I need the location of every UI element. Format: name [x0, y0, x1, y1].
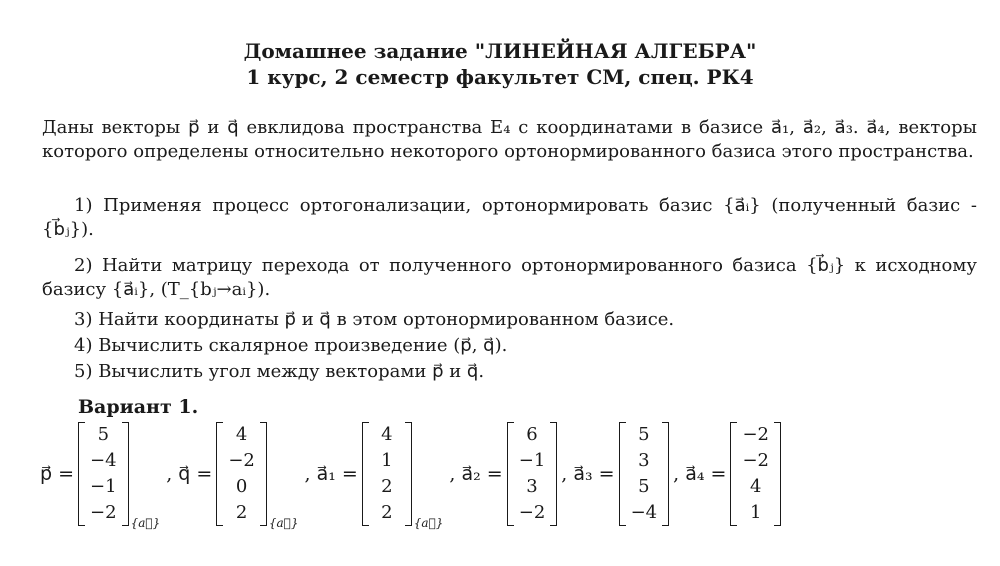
vector-q-matrix — [216, 422, 267, 526]
matrix-cell: −2 — [90, 502, 117, 523]
basis-subscript: {a⃗} — [413, 516, 444, 530]
vector-matrices — [40, 418, 980, 530]
task-5: 5) Вычислить угол между векторами p⃗ и q⃗. — [74, 361, 485, 382]
matrix-cell: −4 — [630, 502, 658, 523]
task-1: 1) Применяя процесс ортогонализации, ортонормировать базис {a⃗ᵢ} (полученный базис - {b⃗ⱼ}). — [42, 195, 977, 240]
matrix-cell: 1 — [749, 502, 762, 523]
basis-subscript: {a⃗} — [130, 516, 161, 530]
matrix-cell: 3 — [638, 450, 650, 471]
matrix-cell: 3 — [526, 476, 538, 497]
vector-q-label: , q⃗ = — [166, 463, 213, 485]
intro-paragraph: Даны векторы p⃗ и q⃗ евклидова пространства E₄ с координатами в базисе a⃗₁, a⃗₂, a⃗₃. a⃗₄, векторы которого определены относительно некоторого ортонормированного базиса этого пространства. — [42, 117, 977, 162]
vector-a3-matrix — [619, 422, 670, 526]
matrix-cell: 5 — [638, 476, 650, 497]
vector-a1-label: , a⃗₁ = — [304, 463, 358, 485]
variant-heading: Вариант 1. — [78, 396, 199, 418]
vector-p-matrix — [78, 422, 129, 526]
vector-a1-matrix — [362, 422, 412, 526]
matrix-cell: 4 — [235, 424, 248, 445]
basis-subscript: {a⃗} — [268, 516, 299, 530]
vector-p-label: p⃗ = — [40, 463, 75, 485]
matrix-cell: 1 — [381, 450, 393, 471]
vector-a2-matrix — [507, 422, 558, 526]
task-2: 2) Найти матрицу перехода от полученного ортонормированного базиса {b⃗ⱼ} к исходному базису {a⃗ᵢ}, (T_{bⱼ→aᵢ}). — [42, 255, 977, 300]
matrix-cell: 5 — [638, 424, 650, 445]
matrix-cell: −2 — [228, 450, 255, 471]
document-subtitle: 1 курс, 2 семестр факультет СМ, спец. РК4 — [246, 65, 754, 89]
task-3: 3) Найти координаты p⃗ и q⃗ в этом ортонормированном базисе. — [74, 309, 675, 330]
matrix-cell: 2 — [381, 502, 393, 523]
task-4: 4) Вычислить скалярное произведение (p⃗, q⃗). — [74, 335, 508, 356]
vector-a4-matrix — [730, 422, 781, 526]
matrix-cell: 4 — [381, 424, 393, 445]
matrix-cell: 6 — [526, 424, 538, 445]
vector-a2-label: , a⃗₂ = — [449, 463, 503, 485]
matrix-cell: 2 — [381, 476, 393, 497]
matrix-cell: −2 — [742, 450, 769, 471]
matrix-cell: 5 — [97, 424, 110, 445]
matrix-cell: 0 — [235, 476, 248, 497]
matrix-cell: −4 — [90, 450, 117, 471]
matrix-cell: −2 — [518, 502, 546, 523]
matrix-cell: −2 — [742, 424, 769, 445]
matrix-cell: −1 — [90, 476, 117, 497]
matrix-cell: 4 — [749, 476, 762, 497]
matrix-cell: 2 — [235, 502, 248, 523]
vector-a4-label: , a⃗₄ = — [673, 463, 727, 485]
matrix-cell: −1 — [518, 450, 546, 471]
document-title: Домашнее задание "ЛИНЕЙНАЯ АЛГЕБРА" — [243, 39, 757, 63]
vector-a3-label: , a⃗₃ = — [561, 463, 615, 485]
